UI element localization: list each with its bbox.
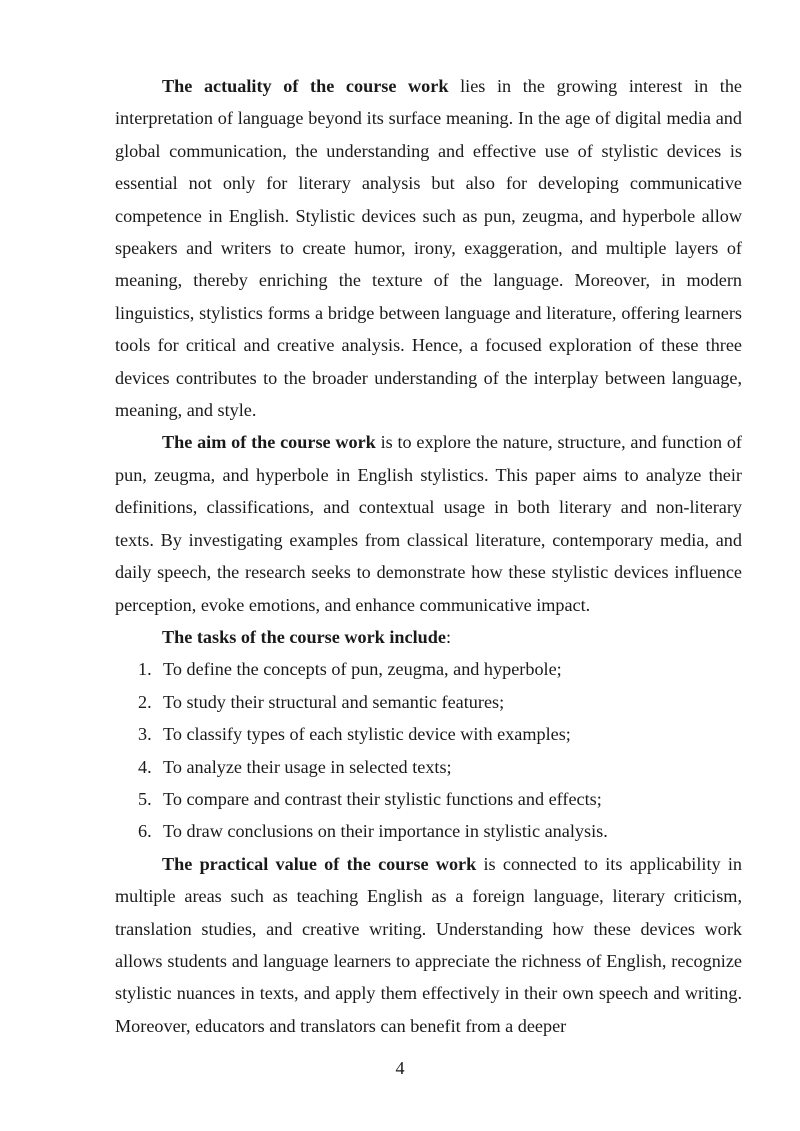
list-item-text: To define the concepts of pun, zeugma, and hyperbole; [163, 659, 562, 680]
list-item-text: To compare and contrast their stylistic functions and effects; [163, 788, 602, 809]
paragraph-aim [115, 426, 742, 620]
list-item-text: To analyze their usage in selected texts; [163, 756, 452, 777]
paragraph-text: is to explore the nature, structure, and function of pun, zeugma, and hyperbole in English stylistics. This paper aims to analyze their definitions, classifications, and contextual usage in both literary and non-literary texts. By investigating examples from classical literature, contemporary media, and daily speech, the research seeks to demonstrate how these stylistic devices influence perception, evoke emotions, and enhance communicative impact. [115, 432, 742, 615]
paragraph-practical [115, 848, 742, 1042]
page-content [115, 70, 742, 1042]
paragraph-lead: The actuality of the course work [162, 76, 449, 96]
list-item-number: 3. [138, 724, 152, 745]
list-item [115, 653, 742, 685]
tasks-list [115, 653, 742, 847]
paragraph-text: : [445, 626, 451, 647]
paragraph-lead: The aim of the course work [162, 432, 376, 453]
paragraph-lead: The tasks of the course work include [162, 626, 446, 647]
list-item-number: 1. [138, 659, 152, 680]
list-item-text: To draw conclusions on their importance in stylistic analysis. [163, 821, 608, 842]
list-item [115, 718, 742, 750]
paragraph-actuality [115, 70, 742, 426]
list-item [115, 751, 742, 783]
page-number: 4 [395, 1058, 405, 1078]
paragraph-text: is connected to its applicability in multiple areas such as teaching English as a foreign language, literary criticism, translation studies, and creative writing. Understanding how these devices work allows students and language learners to appreciate the richness of English, recognize stylistic nuances in texts, and apply them effectively in their own speech and writing. Moreover, educators and translators can benefit from a deeper [115, 853, 742, 1036]
list-item [115, 686, 742, 718]
paragraph-tasks-heading [115, 621, 742, 653]
paragraph-text: lies in the growing interest in the interpretation of language beyond its surface meaning. In the age of digital media and global communication, the understanding and effective use of stylistic devices is essential not only for literary analysis but also for developing communicative competence in English. Stylistic devices such as pun, zeugma, and hyperbole allow speakers and writers to create humor, irony, exaggeration, and multiple layers of meaning, thereby enriching the texture of the language. Moreover, in modern linguistics, stylistics forms a bridge between language and literature, offering learners tools for critical and creative analysis. Hence, a focused exploration of these three devices contributes to the broader understanding of the interplay between language, meaning, and style. [115, 76, 743, 421]
list-item [115, 783, 742, 815]
list-item-number: 6. [138, 821, 152, 842]
list-item-text: To study their structural and semantic features; [163, 691, 505, 712]
list-item-number: 4. [138, 756, 152, 777]
list-item-number: 2. [138, 691, 152, 712]
list-item [115, 815, 742, 847]
list-item-text: To classify types of each stylistic device with examples; [163, 724, 571, 745]
paragraph-lead: The practical value of the course work [162, 853, 477, 874]
list-item-number: 5. [138, 788, 152, 809]
